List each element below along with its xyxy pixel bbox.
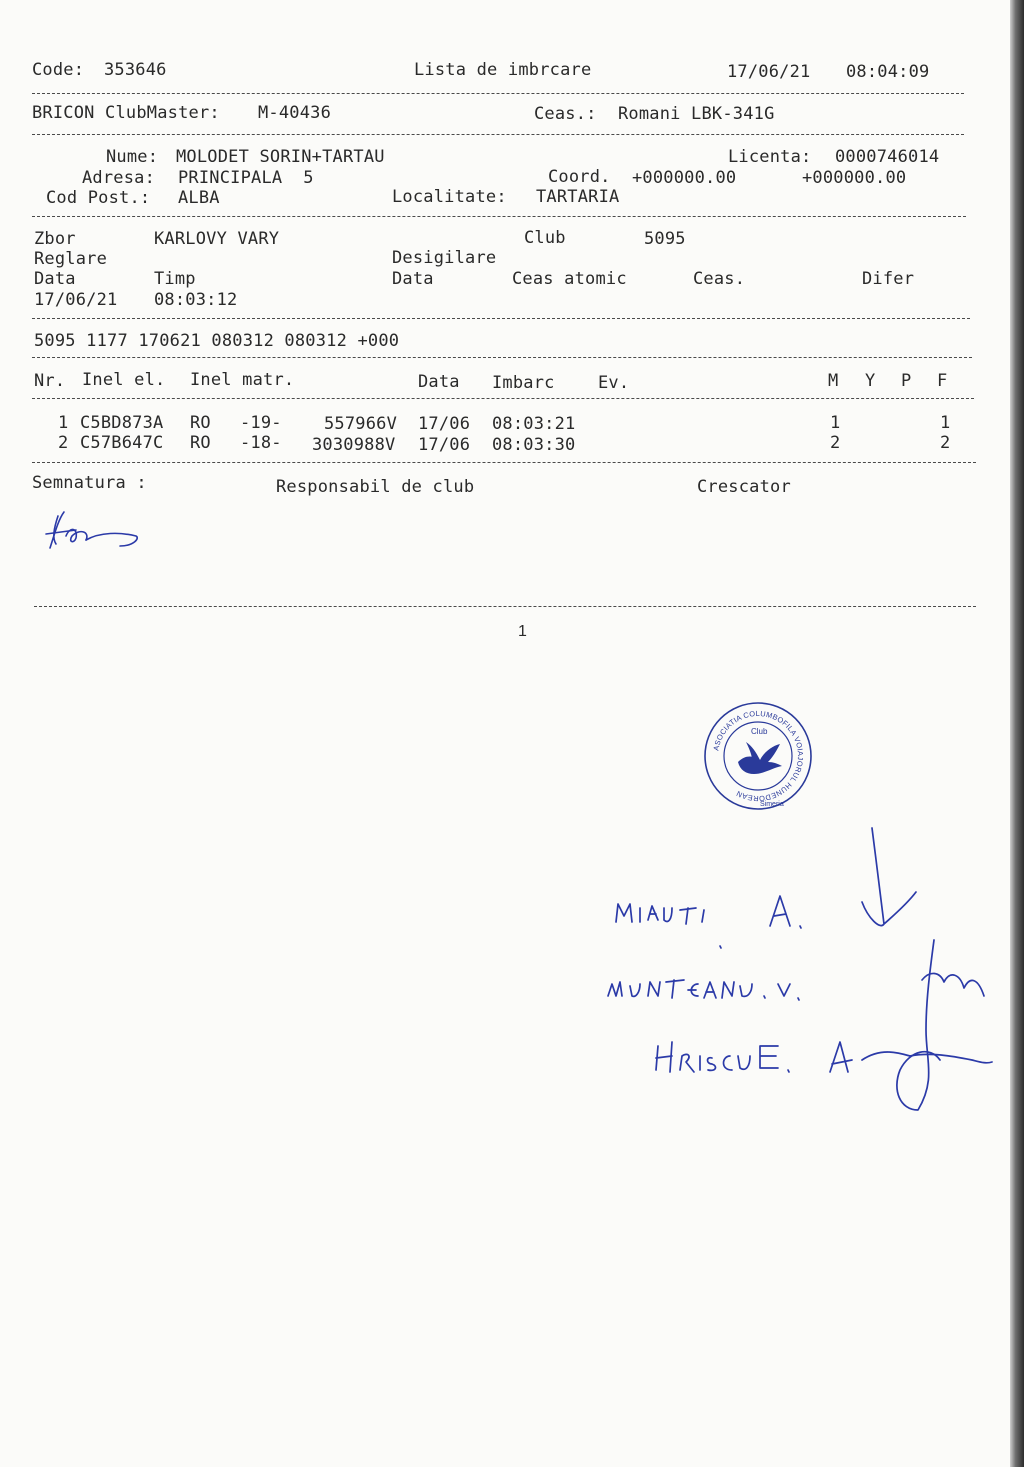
localitate-value: TARTARIA [536,187,620,207]
col-header-f: F [937,371,948,391]
row-imbarc: 08:03:21 [492,414,576,434]
codpost-value: ALBA [178,188,220,208]
club-label: Club [524,228,566,248]
row-inel-matr: 557966V [324,414,398,434]
divider [32,216,966,217]
row-inel-matr: 3030988V [312,435,396,455]
row-inel-el: C5BD873A [80,413,164,433]
coord-value-2: +000000.00 [802,168,907,188]
reglare-label: Reglare [34,249,108,269]
clubmaster-value: M-40436 [258,103,332,123]
code-value: 353646 [104,60,167,80]
row-data: 17/06 [418,414,471,434]
handwritten-committee-signatures [600,820,1000,1120]
row-f: 2 [940,433,951,453]
timp-label: Timp [154,269,196,289]
row-year: -19- [240,413,282,433]
row-data: 17/06 [418,435,471,455]
svg-text:ASOCIATIA COLUMBOFILA VOIAJORU: ASOCIATIA COLUMBOFILA VOIAJORUL HUNEDOREAN [711,708,806,804]
nume-value: MOLODET SORIN+TARTAU [176,147,385,167]
club-stamp [702,700,814,812]
divider [34,606,976,607]
licenta-value: 0000746014 [835,147,940,167]
zbor-value: KARLOVY VARY [154,229,280,249]
coord-label: Coord. [548,167,611,187]
col-header-p: P [901,371,912,391]
col-header-ev: Ev. [598,373,630,393]
col-header-data: Data [418,372,460,392]
nume-label: Nume: [106,147,159,167]
clock-value: Romani LBK-341G [618,104,775,124]
zbor-label: Zbor [34,229,76,249]
crescator-label: Crescator [697,477,791,497]
reglare-time: 08:03:12 [154,290,238,310]
row-m: 2 [830,433,841,453]
divider [32,357,972,358]
divider [32,93,964,94]
page-number: 1 [518,623,528,640]
difer-label: Difer [862,269,915,289]
document-title: Lista de imbrcare [414,60,592,80]
col-header-inel-el: Inel el. [82,370,166,390]
ceas-label: Ceas. [693,269,746,289]
adresa-label: Adresa: [82,168,156,188]
col-header-m: M [828,371,839,391]
divider [32,398,974,399]
row-f: 1 [940,413,951,433]
print-time: 08:04:09 [846,62,930,82]
licenta-label: Licenta: [728,147,812,167]
row-country: RO [190,413,211,433]
divider [32,462,976,463]
ceas-atomic-label: Ceas atomic [512,269,627,289]
responsabil-label: Responsabil de club [276,477,475,497]
svg-text:Simeria: Simeria [760,801,784,808]
svg-text:Club: Club [751,727,768,736]
desigilare-label: Desigilare [392,248,497,268]
owner-signature [40,506,150,556]
col-header-nr: Nr. [34,371,66,391]
col-header-imbarc: Imbarc [492,373,555,393]
row-inel-el: C57B647C [80,433,164,453]
divider [32,134,964,135]
code-label: Code: [32,60,85,80]
print-date: 17/06/21 [727,62,811,82]
row-imbarc: 08:03:30 [492,435,576,455]
localitate-label: Localitate: [392,187,507,207]
row-country: RO [190,433,211,453]
col-header-inel-matr: Inel matr. [190,370,295,390]
row-year: -18- [240,433,282,453]
row-m: 1 [830,413,841,433]
coord-value-1: +000000.00 [632,168,737,188]
adresa-value: PRINCIPALA 5 [178,168,314,188]
clock-label: Ceas.: [534,104,597,124]
code-line: 5095 1177 170621 080312 080312 +000 [34,331,400,351]
clubmaster-label: BRICON ClubMaster: [32,103,220,123]
codpost-label: Cod Post.: [46,188,151,208]
club-value: 5095 [644,229,686,249]
row-nr: 1 [58,413,69,433]
data2-label: Data [392,269,434,289]
row-nr: 2 [58,433,69,453]
paper-edge-shadow [1010,0,1024,1467]
semnatura-label: Semnatura : [32,473,147,493]
col-header-y: Y [865,371,876,391]
reglare-date: 17/06/21 [34,290,118,310]
data-label: Data [34,269,76,289]
divider [32,318,970,319]
